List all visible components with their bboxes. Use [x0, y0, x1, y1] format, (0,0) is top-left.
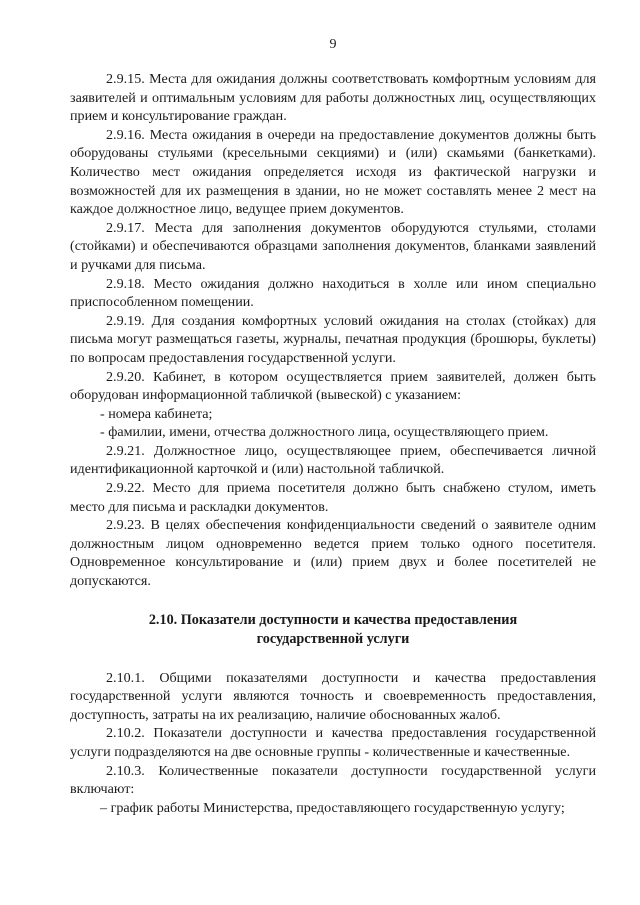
paragraph-2-9-19: 2.9.19. Для создания комфортных условий ожидания на столах (стойках) для письма могут размещаться газеты, журналы, печатная продукция (брошюры, буклеты) по вопросам предоставления государственной услуги.: [70, 312, 596, 366]
section-heading-line-1: 2.10. Показатели доступности и качества предоставления: [148, 611, 518, 628]
list-item-work-schedule: – график работы Министерства, предоставляющего государственную услугу;: [100, 799, 565, 816]
document-body: [70, 70, 596, 817]
section-heading-2-10: [70, 611, 596, 649]
paragraph-2-10-1: 2.10.1. Общими показателями доступности и качества предоставления государственной услуги являются точность и своевременность предоставления, доступность, затраты на их реализацию, наличие обоснованных жалоб.: [70, 669, 596, 723]
paragraph-2-9-17: 2.9.17. Места для заполнения документов оборудуются стульями, столами (стойками) и обеспечиваются образцами заполнения документов, бланками заявлений и ручками для письма.: [70, 219, 596, 273]
section-heading-line-2: государственной услуги: [256, 630, 410, 647]
paragraph-2-10-2: 2.10.2. Показатели доступности и качества предоставления государственной услуги подразделяются на две основные группы - количественные и качественные.: [70, 725, 596, 760]
paragraph-2-10-3: 2.10.3. Количественные показатели доступности государственной услуги включают:: [70, 762, 596, 798]
paragraph-2-9-20: 2.9.20. Кабинет, в котором осуществляется прием заявителей, должен быть оборудован информационной табличкой (вывеской) с указанием:: [70, 368, 596, 404]
paragraph-2-9-21: 2.9.21. Должностное лицо, осуществляющее прием, обеспечивается личной идентификационной карточкой и (или) настольной табличкой.: [70, 442, 596, 478]
paragraph-2-9-16: 2.9.16. Места ожидания в очереди на предоставление документов должны быть оборудованы стульями (кресельными секциями) и (или) скамьями (банкетками). Количество мест ожидания определяется исходя из фактической нагрузки и возможностей для их размещения в здании, но не может составлять менее 2 мест на каждое должностное лицо, ведущее прием документов.: [70, 126, 596, 218]
page-number: 9: [329, 37, 337, 52]
paragraph-2-9-15: 2.9.15. Места для ожидания должны соответствовать комфортным условиям для заявителей и оптимальным условиям для работы должностных лиц, осуществляющих прием и консультирование граждан.: [70, 71, 596, 125]
paragraph-2-9-18: 2.9.18. Место ожидания должно находиться в холле или ином специально приспособленном помещении.: [70, 275, 596, 311]
list-item-cabinet-number: - номера кабинета;: [100, 405, 213, 422]
paragraph-2-9-23: 2.9.23. В целях обеспечения конфиденциальности сведений о заявителе одним должностным лицом одновременно ведется прием только одного посетителя. Одновременное консультирование и (или) прием двух и более посетителей не допускаются.: [70, 517, 596, 590]
list-item-official-name: - фамилии, имени, отчества должностного лица, осуществляющего прием.: [100, 424, 549, 441]
paragraph-2-9-22: 2.9.22. Место для приема посетителя должно быть снабжено стулом, иметь место для письма и раскладки документов.: [70, 480, 596, 515]
